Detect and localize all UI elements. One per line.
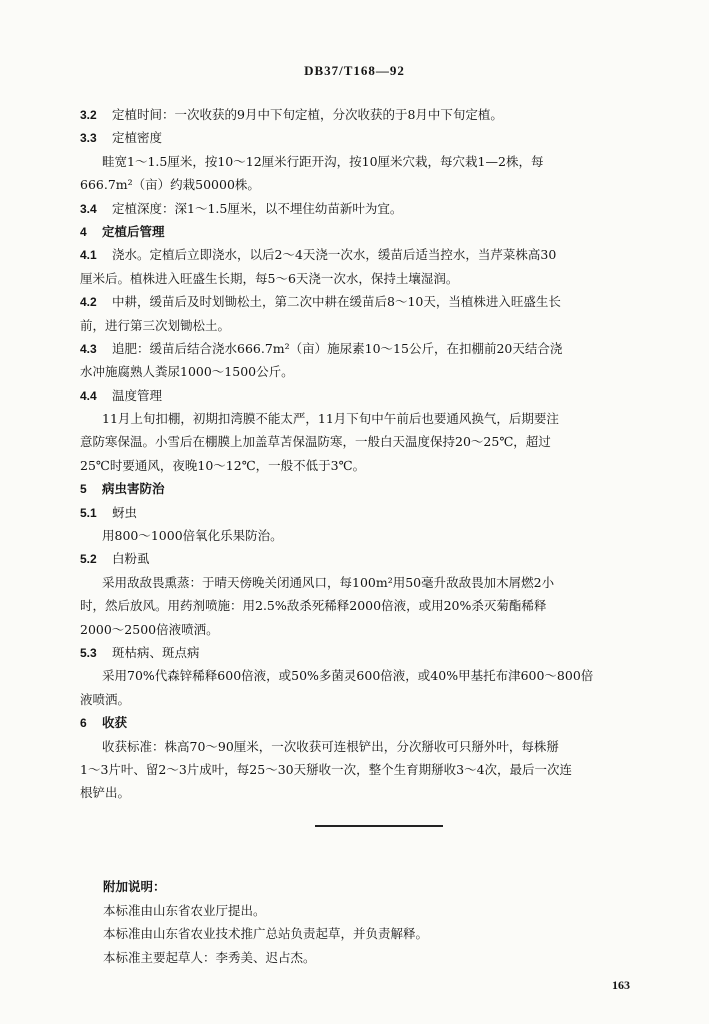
section-5-3 — [80, 641, 668, 664]
paragraph-line: 25℃时要通风，夜晚10～12℃，一般不低于3℃。 — [80, 457, 366, 473]
paragraph-line: 厘米后。植株进入旺盛生长期，每5～6天浇一次水，保持土壤湿润。 — [80, 270, 459, 286]
section-text: 白粉虱 — [112, 551, 150, 567]
section-title: 收获 — [102, 715, 128, 731]
paragraph-line: 意防寒保温。小雪后在棚膜上加盖草苫保温防寒，一般白天温度保持20～25℃，超过 — [80, 434, 551, 450]
section-4-1 — [80, 243, 668, 266]
paragraph-line: 采用70%代森锌稀释600倍液，或50%多菌灵600倍液，或40%甲基托布津600～800倍 — [102, 668, 594, 684]
section-5-1 — [80, 501, 668, 524]
paragraph-line: 根铲出。 — [80, 785, 131, 801]
section-3-4 — [80, 197, 668, 220]
section-title: 病虫害防治 — [102, 481, 165, 497]
notes-title: 附加说明： — [103, 879, 166, 894]
section-text: 蚜虫 — [112, 504, 138, 520]
section-number: 3.3 — [80, 131, 97, 146]
section-text: 中耕，缓苗后及时划锄松土，第二次中耕在缓苗后8～10天，当植株进入旺盛生长 — [112, 294, 561, 310]
section-number: 5.2 — [80, 552, 97, 567]
paragraph-line: 1～3片叶、留2～3片成叶，每25～30天掰收一次，整个生育期掰收3～4次，最后一次连 — [80, 761, 573, 777]
section-number: 3.2 — [80, 108, 97, 122]
section-number: 5.1 — [80, 505, 97, 520]
section-number: 4.4 — [80, 388, 97, 403]
section-text: 温度管理 — [112, 387, 163, 403]
paragraph-line: 用800～1000倍氧化乐果防治。 — [102, 528, 283, 544]
section-text: 定植深度：深1～1.5厘米，以不埋住幼苗新叶为宜。 — [112, 200, 403, 216]
section-number: 5.3 — [80, 645, 97, 660]
paragraph-line: 液喷洒。 — [80, 691, 131, 707]
section-5-heading — [80, 477, 668, 500]
paragraph-line: 畦宽1～1.5厘米，按10～12厘米行距开沟，按10厘米穴栽，每穴栽1—2株，每 — [102, 153, 544, 169]
section-3-2 — [80, 103, 668, 126]
section-5-2 — [80, 547, 668, 570]
section-6-heading — [80, 711, 668, 734]
section-number: 5 — [80, 482, 87, 497]
standard-code-header: DB37/T168—92 — [304, 63, 405, 78]
section-3-3 — [80, 126, 668, 149]
section-4-heading — [80, 220, 668, 243]
notes-line: 本标准由山东省农业厅提出。 — [103, 902, 266, 918]
section-text: 定植密度 — [112, 130, 163, 146]
section-number: 4.2 — [80, 295, 97, 310]
section-divider — [315, 825, 443, 827]
paragraph-line: 收获标准：株高70～90厘米，一次收获可连根铲出，分次掰收可只掰外叶，每株掰 — [102, 738, 559, 754]
paragraph-line: 666.7m²（亩）约栽50000株。 — [80, 177, 260, 193]
paragraph-line: 前，进行第三次划锄松土。 — [80, 317, 231, 333]
section-text: 追肥：缓苗后结合浇水666.7m²（亩）施尿素10～15公斤，在扣棚前20天结合浇 — [112, 340, 563, 356]
paragraph-line: 采用敌敌畏熏蒸：于晴天傍晚关闭通风口，每100m²用50毫升敌敌畏加木屑燃2小 — [102, 574, 555, 590]
section-4-3 — [80, 337, 668, 360]
paragraph-line: 时，然后放风。用药剂喷施：用2.5%敌杀死稀释2000倍液，或用20%杀灭菊酯稀释 — [80, 598, 547, 614]
section-4-2 — [80, 290, 668, 313]
additional-notes — [103, 875, 623, 969]
body-text — [80, 103, 668, 805]
section-title: 定植后管理 — [102, 223, 165, 239]
section-number: 3.4 — [80, 201, 97, 216]
paragraph-line: 2000～2500倍液喷洒。 — [80, 621, 219, 637]
notes-line: 本标准主要起草人：李秀美、迟占杰。 — [103, 949, 316, 965]
section-number: 4.1 — [80, 248, 97, 263]
section-text: 浇水。定植后立即浇水，以后2～4天浇一次水，缓苗后适当控水，当芹菜株高30 — [112, 247, 557, 263]
notes-line: 本标准由山东省农业技术推广总站负责起草，并负责解释。 — [103, 926, 429, 941]
section-number: 4.3 — [80, 341, 97, 356]
section-text: 斑枯病、斑点病 — [112, 644, 200, 660]
section-text: 定植时间：一次收获的9月中下旬定植，分次收获的于8月中下旬定植。 — [112, 107, 503, 122]
page-number: 163 — [612, 978, 630, 992]
paragraph-line: 11月上旬扣棚，初期扣湾膜不能太严，11月下旬中午前后也要通风换气，后期要注 — [102, 411, 559, 427]
section-number: 6 — [80, 716, 87, 731]
section-4-4 — [80, 384, 668, 407]
section-number: 4 — [80, 224, 87, 239]
paragraph-line: 水冲施腐熟人粪尿1000～1500公斤。 — [80, 364, 294, 380]
